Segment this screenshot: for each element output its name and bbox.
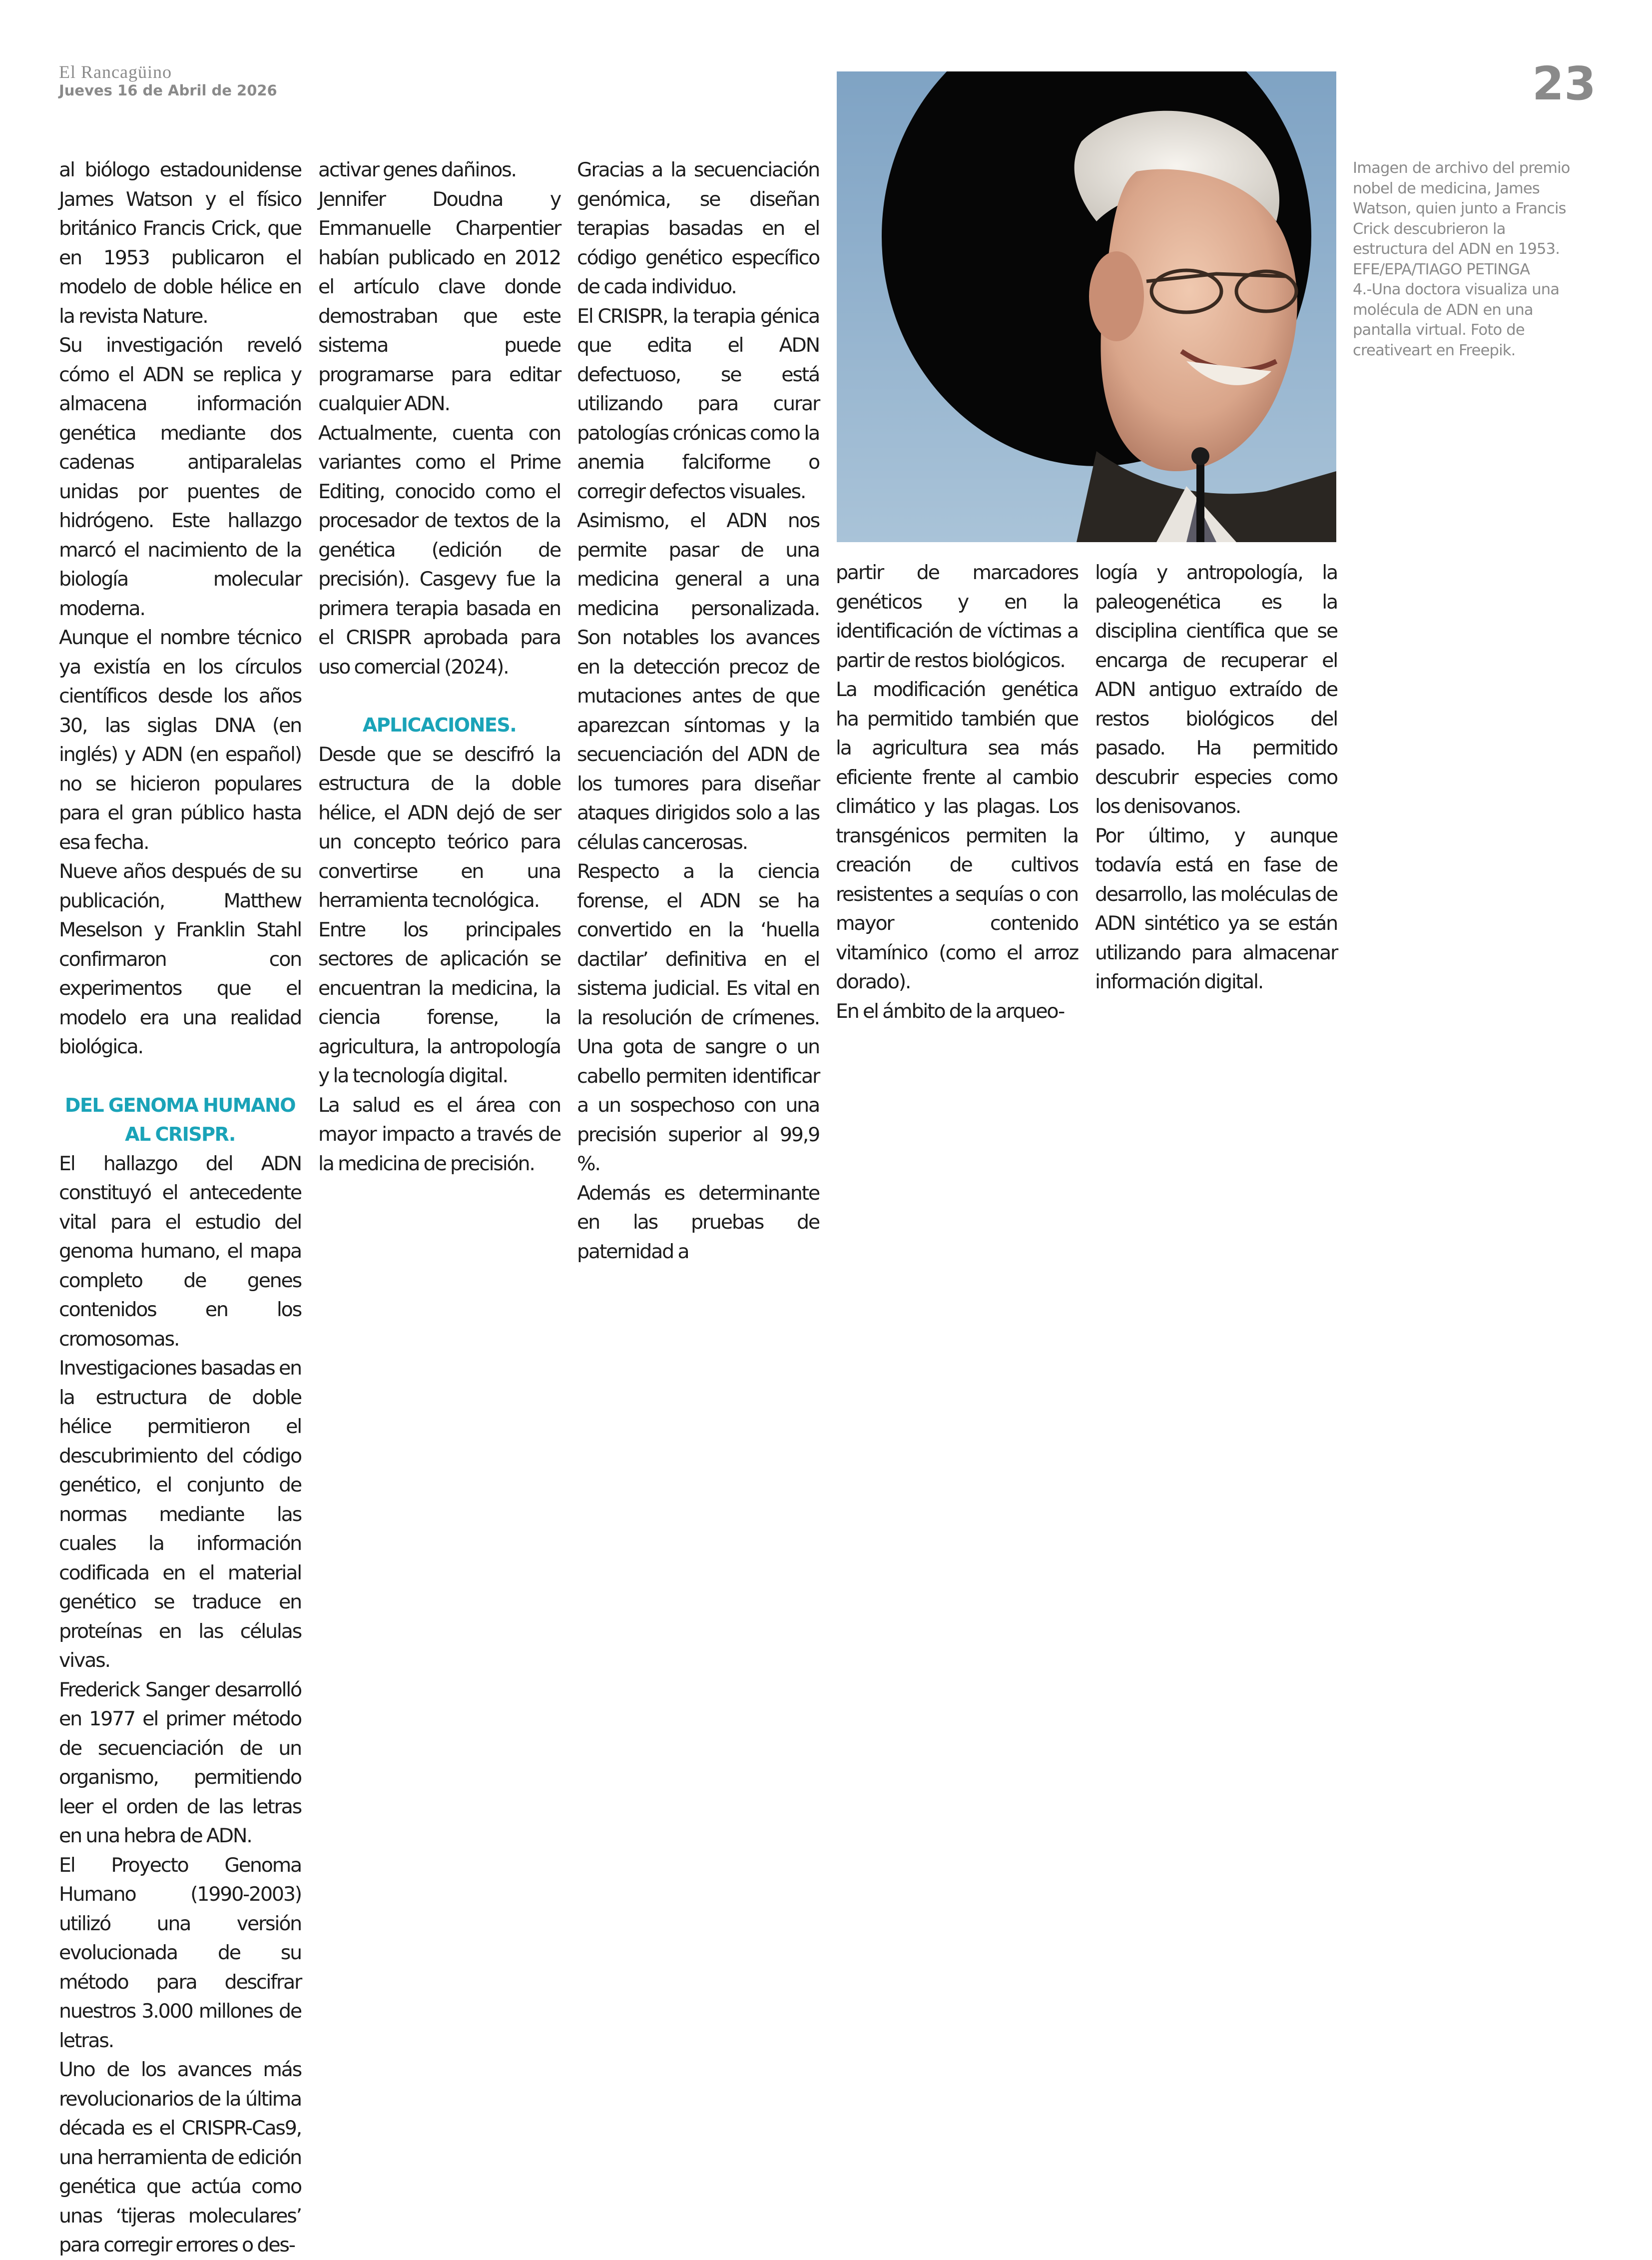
section-heading-aplicaciones: APLICACIONES. xyxy=(362,714,517,736)
masthead xyxy=(59,62,277,99)
article-column-3 xyxy=(577,155,819,1266)
paragraph: Su investigación reveló cómo el ADN se replica y almacena información genética mediante dos cadenas antiparalelas unidas por puentes de hidrógeno. Este hallazgo marcó el nacimiento de la biología molecular moderna. xyxy=(59,334,301,620)
paragraph: Nueve años después de su publicación, Matthew Meselson y Franklin Stahl confirmaron con experimentos que el modelo era una realidad biológica. xyxy=(59,860,301,1058)
paragraph: El hallazgo del ADN constituyó el antecedente vital para el estudio del genoma humano, el mapa completo de genes contenidos en los cromosomas. xyxy=(59,1152,301,1351)
paragraph: Actualmente, cuenta con variantes como el Prime Editing, conocido como el procesador de textos de la genética (edición de precisión). Casgevy fue la primera terapia basada en el CRISPR aprobada para uso comercial (2024). xyxy=(318,421,560,679)
page-number: 23 xyxy=(1532,57,1596,110)
paragraph: Aunque el nombre técnico ya existía en los círculos científicos desde los años 30, las siglas DNA (en inglés) y ADN (en español) no se hicieron populares para el gran público hasta esa fecha. xyxy=(59,626,301,854)
article-column-4 xyxy=(836,558,1078,1026)
article-column-5 xyxy=(1095,558,1337,997)
paragraph: La salud es el área con mayor impacto a través de la medicina de precisión. xyxy=(318,1093,560,1175)
paragraph: Gracias a la secuenciación genómica, se diseñan terapias basadas en el código genético específico de cada individuo. xyxy=(577,158,819,298)
paragraph: En el ámbito de la arqueo- xyxy=(836,999,1065,1023)
publication-name: El Rancagüino xyxy=(59,62,172,82)
paragraph: Investigaciones basadas en la estructura de doble hélice permitieron el descubrimiento del código genético, el conjunto de normas mediante las cuales la información codificada en el material genético se traduce en proteínas en las células vivas. xyxy=(59,1357,301,1672)
paragraph: Por último, y aunque todavía está en fase de desarrollo, las moléculas de ADN sintético ya se están utilizando para almacenar información digital. xyxy=(1095,824,1337,993)
section-heading-genoma: DEL GENOMA HUMANO AL CRISPR. xyxy=(64,1094,296,1145)
paragraph: partir de marcadores genéticos y en la identificación de víctimas a partir de restos biológicos. xyxy=(836,561,1078,672)
paragraph: Respecto a la ciencia forense, el ADN se ha convertido en la ‘huella dactilar’ definitiva en el sistema judicial. Es vital en la resolución de crímenes. Una gota de sangre o un cabello permiten identificar a un sospechoso con una precisión superior al 99,9 %. xyxy=(577,860,819,1175)
article-column-1 xyxy=(59,155,301,2260)
photo-caption xyxy=(1353,158,1578,361)
paragraph: El Proyecto Genoma Humano (1990-2003) utilizó una versión evolucionada de su método para descifrar nuestros 3.000 millones de letras. xyxy=(59,1853,301,2052)
paragraph: Desde que se descifró la estructura de la doble hélice, el ADN dejó de ser un concepto teórico para convertirse en una herramienta tecnológica. xyxy=(318,743,560,912)
paragraph: La modificación genética ha permitido también que la agricultura sea más eficiente frente al cambio climático y las plagas. Los transgénicos permiten la creación de cultivos resistentes a sequías o con mayor contenido vitamínico (como el arroz dorado). xyxy=(836,678,1078,993)
paragraph: Uno de los avances más revolucionarios de la última década es el CRISPR-Cas9, una herramienta de edición genética que actúa como unas ‘tijeras moleculares’ para corregir errores o des- xyxy=(59,2058,301,2257)
paragraph: Frederick Sanger desarrolló en 1977 el primer método de secuenciación de un organismo, permitiendo leer el orden de las letras en una hebra de ADN. xyxy=(59,1678,301,1847)
paragraph: Jennifer Doudna y Emmanuelle Charpentier habían publicado en 2012 el artículo clave donde demostraban que este sistema puede programarse para editar cualquier ADN. xyxy=(318,187,560,415)
paragraph: activar genes dañinos. xyxy=(318,158,516,181)
paragraph: Entre los principales sectores de aplicación se encuentran la medicina, la ciencia forense, la agricultura, la antropología y la tecnología digital. xyxy=(318,918,560,1087)
watson-photo xyxy=(837,71,1336,542)
paragraph: logía y antropología, la paleogenética es la disciplina científica que se encarga de recuperar el ADN antiguo extraído de restos biológicos del pasado. Ha permitido descubrir especies como los denisovanos. xyxy=(1095,561,1337,818)
paragraph: Asimismo, el ADN nos permite pasar de una medicina general a una medicina personalizada. Son notables los avances en la detección precoz de mutaciones antes de que aparezcan síntomas y la secuenciación del ADN de los tumores para diseñar ataques dirigidos solo a las células cancerosas. xyxy=(577,509,819,854)
caption-line: 4.-Una doctora visualiza una molécula de ADN en una pantalla virtual. Foto de creativeart en Freepik. xyxy=(1353,281,1560,359)
caption-line: Imagen de archivo del premio nobel de medicina, James Watson, quien junto a Francis Crick descubrieron la estructura del ADN en 1953. EFE/EPA/TIAGO PETINGA xyxy=(1353,159,1570,278)
article-column-2 xyxy=(318,155,560,1178)
issue-date: Jueves 16 de Abril de 2026 xyxy=(59,82,277,99)
paragraph: El CRISPR, la terapia génica que edita el ADN defectuoso, se está utilizando para curar patologías crónicas como la anemia falciforme o corregir defectos visuales. xyxy=(577,304,819,503)
paragraph: Además es determinante en las pruebas de paternidad a xyxy=(577,1181,819,1263)
paragraph: al biólogo estadounidense James Watson y el físico británico Francis Crick, que en 1953 publicaron el modelo de doble hélice en la revista Nature. xyxy=(59,158,301,328)
